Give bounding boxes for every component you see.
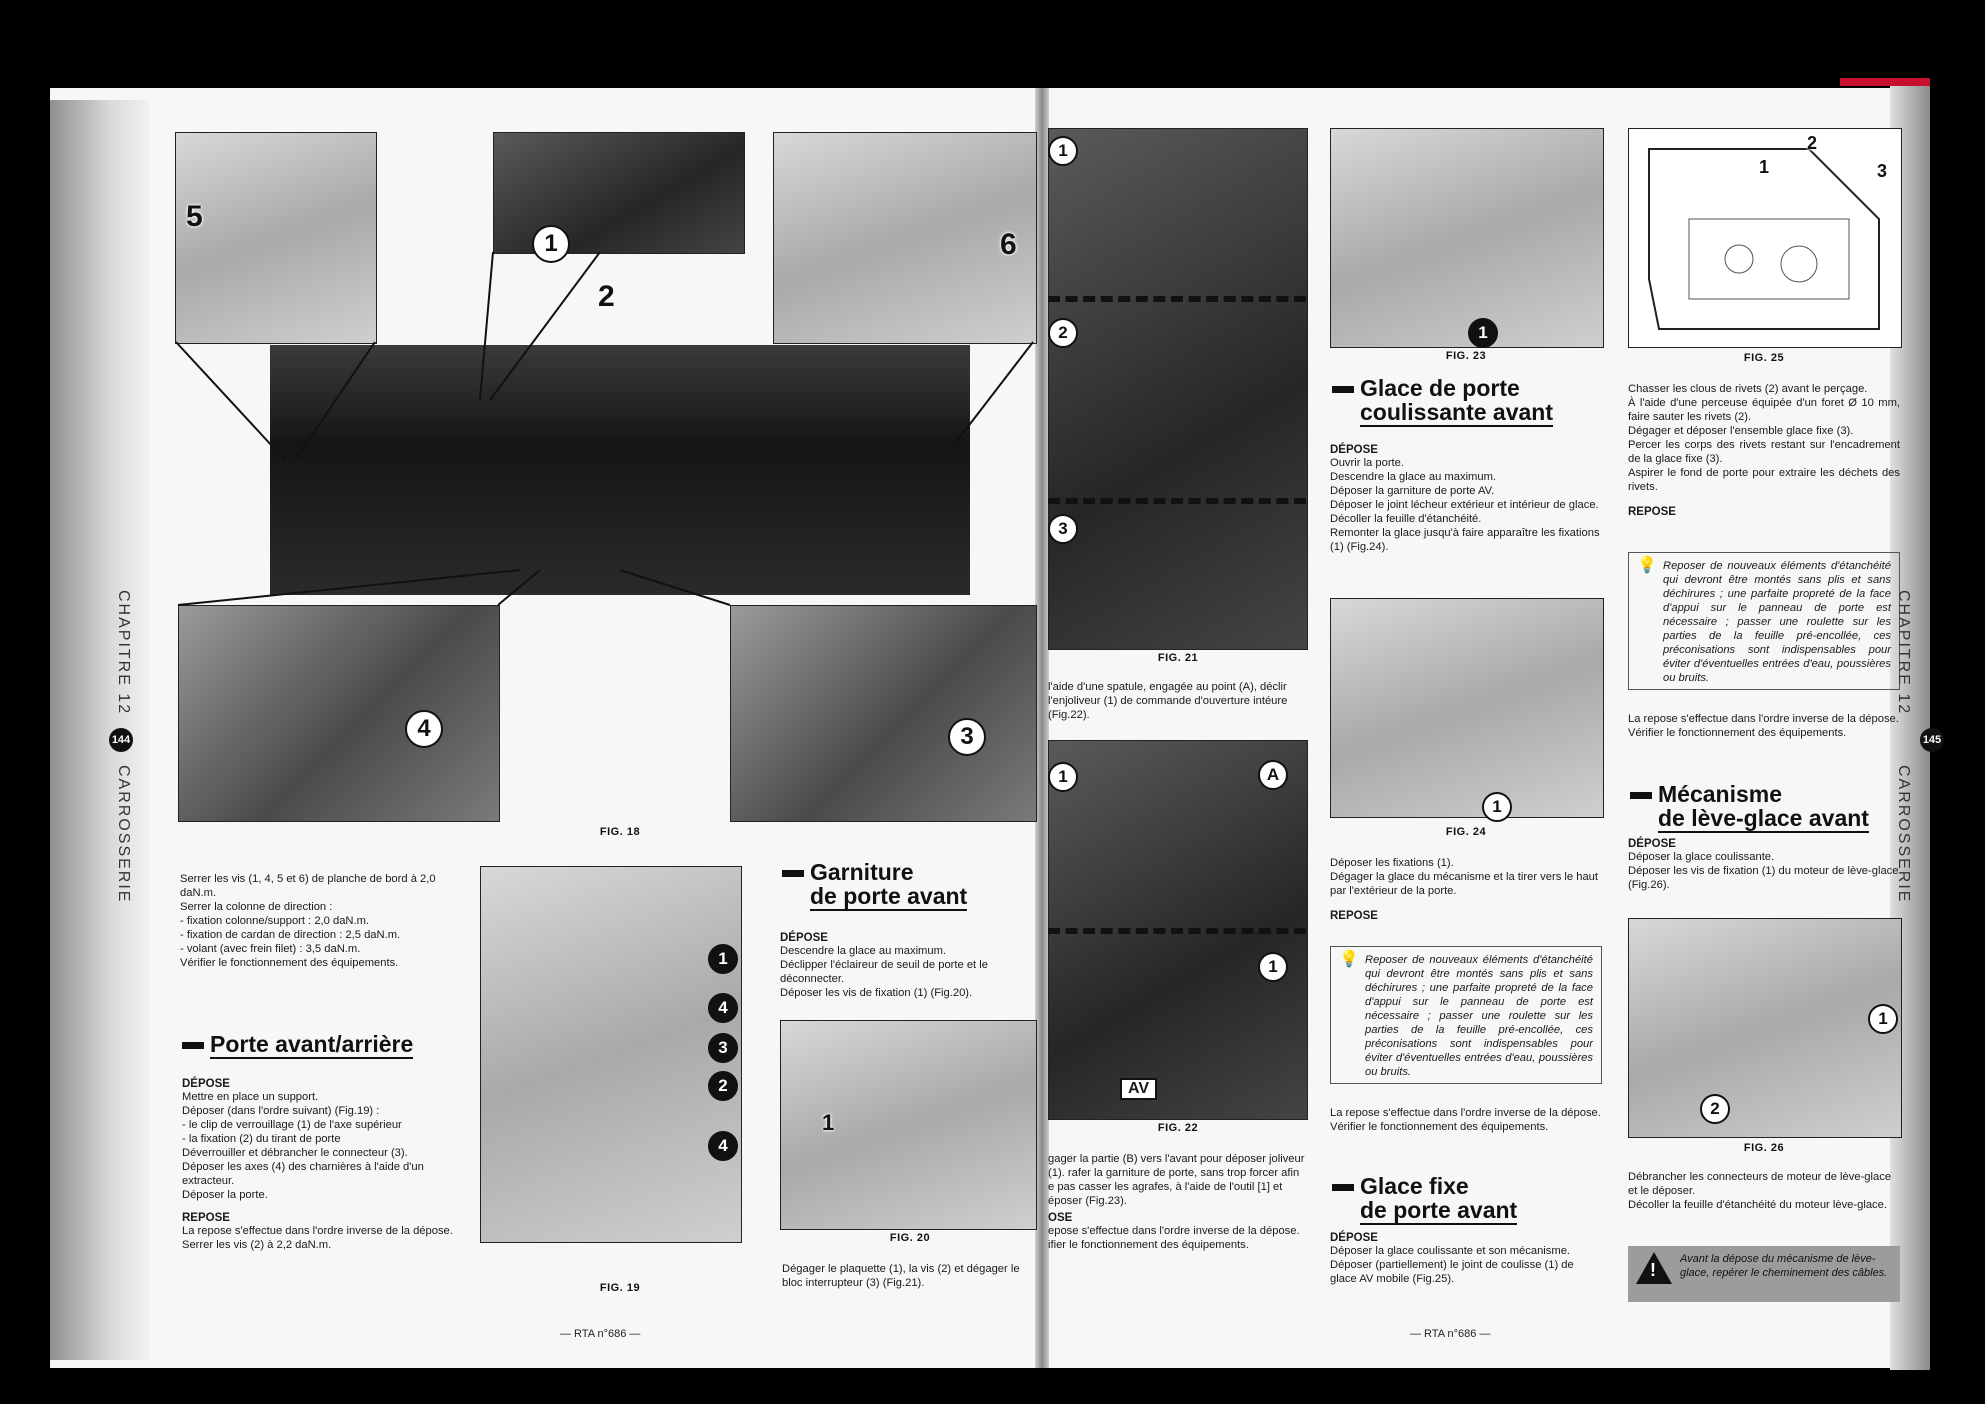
garniture-section-title: Garniture de porte avant <box>782 860 1032 908</box>
fig23-callout-1: 1 <box>1468 318 1498 348</box>
fig23-photo <box>1330 128 1604 348</box>
fig23-caption: FIG. 23 <box>1445 350 1487 362</box>
glace-coulissante-after-fig24: Déposer les fixations (1). Dégager la glace du mécanisme et la tirer vers le haut par l'extérieur de la porte. REPOSE <box>1330 857 1599 922</box>
fig19-caption: FIG. 19 <box>599 1282 641 1294</box>
fig21-caption: FIG. 21 <box>1157 652 1199 664</box>
left-chapter-label: CHAPITRE 12 <box>115 590 132 716</box>
torque-instructions: Serrer les vis (1, 4, 5 et 6) de planche de bord à 2,0 daN.m. Serrer la colonne de direction : - fixation colonne/support : 2,0 daN.m. - fixation de cardan de direction : 2,5 daN.m. - volant (avec frein filet) : 3,5 daN.m. Vérifier le fonctionnement des équipements. <box>180 873 436 969</box>
lightbulb-icon: 💡 <box>1637 557 1657 574</box>
fig26-callout-1: 1 <box>1868 1004 1898 1034</box>
glace-fixe-note: 💡 Reposer de nouveaux éléments d'étanchéité qui devront être montés sans plis et sans déchirures ; une parfaite propreté de la face d'appui sur le panneau de porte est nécessaire ; passer une roulette sur les parties de la feuille pré-encollée, ces préconisations sont indispensables pour éviter d'éventuelles entrées d'eau, poussières ou bruits. <box>1628 552 1900 690</box>
fig24-caption: FIG. 24 <box>1445 826 1487 838</box>
fig18-callout-6: 6 <box>1000 228 1017 261</box>
fig22-callout-A: A <box>1258 760 1288 790</box>
glace-coulissante-repose: La repose s'effectue dans l'ordre inverse de la dépose. Vérifier le fonctionnement des équipements. <box>1330 1107 1601 1133</box>
fig19-callout-4a: 4 <box>708 993 738 1023</box>
fig19-callout-3: 3 <box>708 1033 738 1063</box>
fig26-caption: FIG. 26 <box>1743 1142 1785 1154</box>
fig21-divider-2 <box>1048 498 1306 504</box>
fig21-callout-1: 1 <box>1048 136 1078 166</box>
fig20-photo <box>780 1020 1037 1230</box>
left-page-footer: — RTA n°686 — <box>560 1328 641 1340</box>
porte-section-body: DÉPOSE Mettre en place un support. Déposer (dans l'ordre suivant) (Fig.19) : - le clip de verrouillage (1) de l'axe supérieur - la fixation (2) du tirant de porte Déverrouiller et débrancher le connecteur (3). Déposer les axes (4) des charnières à l'aide d'un extracteur. Déposer la porte. REPOSE La repose s'effectue dans l'ordre inverse de la dépose. Serrer les vis (2) à 2,2 daN.m. <box>182 1078 453 1251</box>
fig18-callout-2: 2 <box>598 280 615 313</box>
leve-glace-depose: DÉPOSE Déposer la glace coulissante. Déposer les vis de fixation (1) du moteur de lève-glace (Fig.26). <box>1628 838 1899 891</box>
fig20-callout-1: 1 <box>822 1110 835 1135</box>
fig18-callout-3: 3 <box>948 718 986 756</box>
fig21-photo <box>1048 128 1308 650</box>
fig22-caption: FIG. 22 <box>1157 1122 1199 1134</box>
fig19-callout-2: 2 <box>708 1071 738 1101</box>
glace-fixe-title: Glace fixe de porte avant <box>1332 1174 1607 1222</box>
glace-coulissante-depose: DÉPOSE Ouvrir la porte. Descendre la glace au maximum. Déposer la garniture de porte AV. Déposer le joint lécheur extérieur et intérieur de glace. Décoller la feuille d'étanchéité. Remonter la glace jusqu'à faire apparaître les fixations (1) (Fig.24). <box>1330 444 1600 553</box>
fig18-callout-5: 5 <box>186 200 203 233</box>
fig25-callout-3: 3 <box>1877 161 1888 181</box>
left-section-label: CARROSSERIE <box>115 765 132 904</box>
fig18-callout-1: 1 <box>532 225 570 263</box>
right-page-footer: — RTA n°686 — <box>1410 1328 1491 1340</box>
fig24-photo <box>1330 598 1604 818</box>
fig19-callout-1: 1 <box>708 944 738 974</box>
fig22-callout-1b: 1 <box>1258 952 1288 982</box>
fig18-callout-4: 4 <box>405 710 443 748</box>
glace-coulissante-note: 💡 Reposer de nouveaux éléments d'étanchéité qui devront être montés sans plis et sans déchirures ; une parfaite propreté de la face d'appui sur le panneau de porte est nécessaire ; passer une roulette sur les parties de la feuille pré-encollée, ces préconisations sont indispensables pour éviter d'éventuelles entrées d'eau, poussières ou bruits. <box>1330 946 1602 1084</box>
fig26-callout-2: 2 <box>1700 1094 1730 1124</box>
leve-glace-after-fig26: Débrancher les connecteurs de moteur de lève-glace et le déposer. Décoller la feuille d'étanchéité du moteur lève-glace. <box>1628 1171 1892 1211</box>
fig25-callout-1: 1 <box>1759 157 1770 177</box>
fig21-callout-2: 2 <box>1048 318 1078 348</box>
right-page-number: 145 <box>1920 728 1944 752</box>
glace-coulissante-title: Glace de porte coulissante avant <box>1332 376 1607 424</box>
glace-fixe-depose: DÉPOSE Déposer la glace coulissante et son mécanisme. Déposer (partiellement) le joint de coulisse (1) de glace AV mobile (Fig.25). <box>1330 1232 1574 1285</box>
leve-glace-warning: ! Avant la dépose du mécanisme de lève-glace, repérer le cheminement des câbles. <box>1628 1246 1900 1302</box>
fig19-photo <box>480 866 742 1243</box>
garniture-section-body: DÉPOSE Descendre la glace au maximum. Déclipper l'éclaireur de seuil de porte et le déconnecter. Déposer les vis de fixation (1) (Fig.20). <box>780 932 988 999</box>
right-section-label: CARROSSERIE <box>1895 765 1912 904</box>
red-edge-strip <box>1840 78 1930 86</box>
fig21-divider-1 <box>1048 296 1306 302</box>
porte-section-title: Porte avant/arrière <box>182 1032 457 1056</box>
fig18-leader-lines <box>0 0 1040 830</box>
fig21-callout-3: 3 <box>1048 514 1078 544</box>
glace-fixe-repose: La repose s'effectue dans l'ordre inverse de la dépose. Vérifier le fonctionnement des équipements. <box>1628 713 1899 739</box>
fig26-photo <box>1628 918 1902 1138</box>
fig25-caption: FIG. 25 <box>1743 352 1785 364</box>
fig22-divider <box>1048 928 1306 934</box>
col1-text-a: l'aide d'une spatule, engagée au point (A), déclir l'enjoliveur (1) de commande d'ouverture intéure (Fig.22). <box>1048 681 1288 721</box>
right-chapter-label: CHAPITRE 12 <box>1895 590 1912 716</box>
glace-fixe-col3-text: Chasser les clous de rivets (2) avant le perçage. À l'aide d'une perceuse équipée d'un foret Ø 10 mm, faire sauter les rivets (2). Dégager et déposer l'ensemble glace fixe (3). Percer les corps des rivets restant sur l'encadrement de la glace fixe (3). Aspirer le fond de porte pour extraire les déchets des rivets. REPOSE <box>1628 383 1900 518</box>
left-page-number: 144 <box>109 728 133 752</box>
leve-glace-title: Mécanisme de lève-glace avant <box>1630 782 1902 830</box>
fig20-caption: FIG. 20 <box>889 1232 931 1244</box>
fig25-callout-2: 2 <box>1807 133 1818 153</box>
fig24-callout-1: 1 <box>1482 792 1512 822</box>
warning-icon: ! <box>1636 1252 1672 1284</box>
col1-text-b: gager la partie (B) vers l'avant pour déposer joliveur (1). rafer la garniture de porte, sans trop forcer afin e pas casser les agrafes, à l'aide de l'outil [1] et époser (Fig.23). OSE epose s'effectue dans l'ordre inverse de la dépose. ifier le fonctionnement des équipements. <box>1048 1153 1305 1251</box>
fig22-av-label: AV <box>1120 1078 1157 1100</box>
garniture-after-fig20: Dégager le plaquette (1), la vis (2) et dégager le bloc interrupteur (3) (Fig.21). <box>782 1263 1020 1289</box>
fig18-caption: FIG. 18 <box>599 826 641 838</box>
fig19-callout-4b: 4 <box>708 1131 738 1161</box>
fig25-diagram <box>1628 128 1902 348</box>
lightbulb-icon: 💡 <box>1339 951 1359 968</box>
fig22-callout-1a: 1 <box>1048 762 1078 792</box>
